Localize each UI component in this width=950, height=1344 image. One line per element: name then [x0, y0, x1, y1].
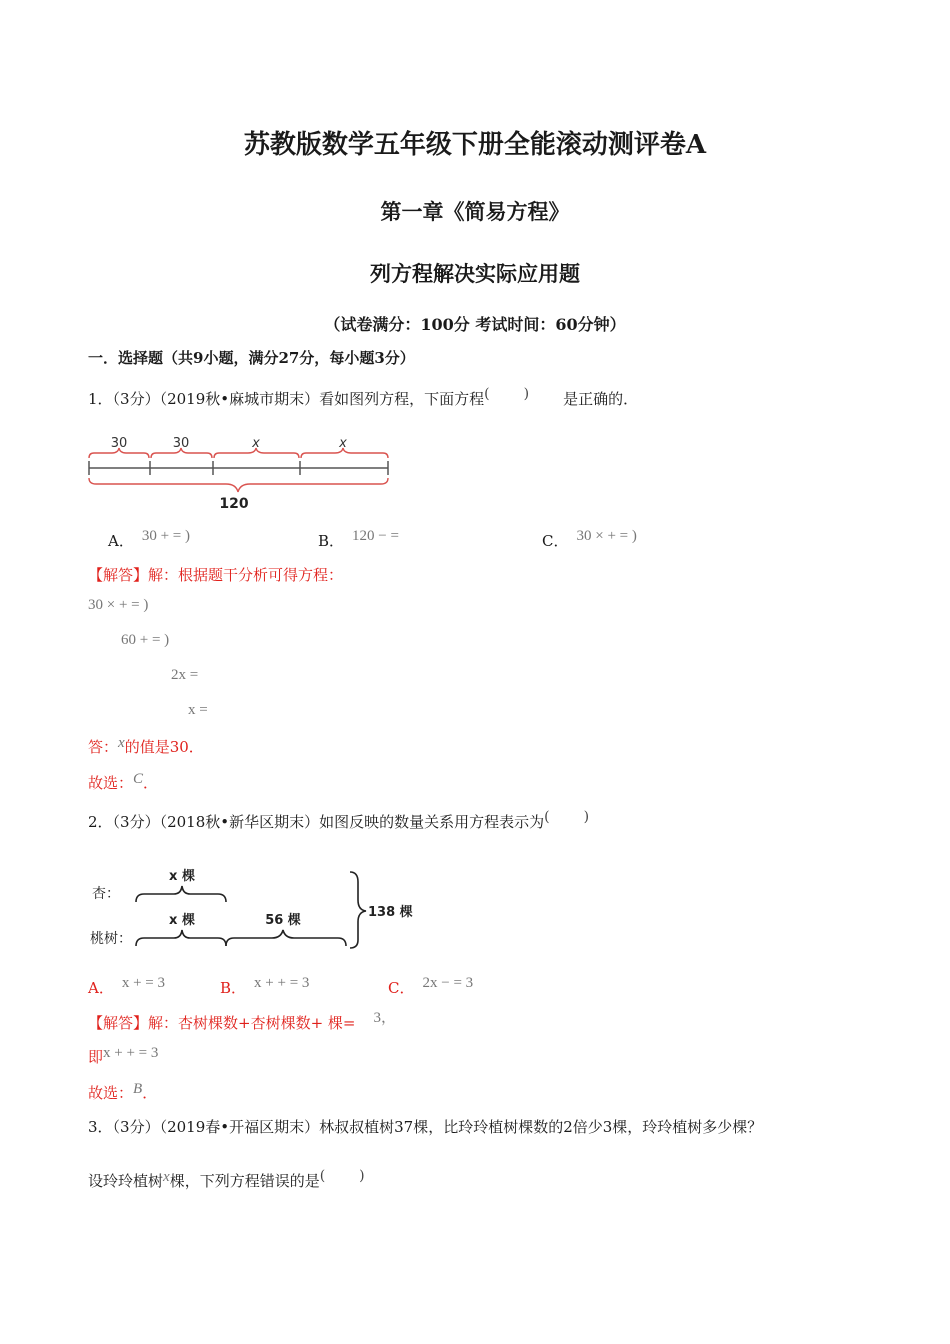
q2-option-a[interactable] [88, 977, 165, 998]
q1-choose-suffix: ． [143, 774, 159, 792]
q1-stem-text: 1．（3分）（2019秋•麻城市期末）看如图列方程，下面方程 [88, 390, 485, 408]
q1-fig-label-2: 30 [172, 436, 190, 451]
q1-option-a-letter: A． [108, 532, 134, 550]
q2-answer-line2-math: x + + = 3 [103, 1045, 159, 1061]
q1-stem-end: 是正确的． [563, 390, 639, 408]
q3-paren: () [319, 1168, 399, 1184]
q1-figure [86, 436, 396, 516]
q1-option-c-letter: C． [542, 532, 569, 550]
q1-total-brace [89, 478, 388, 492]
q1-fig-label-1: 30 [110, 436, 128, 451]
q1-stem [88, 388, 638, 409]
q1-fig-label-3: x [252, 436, 260, 451]
q1-answer-suffix: 的值是30． [124, 738, 204, 756]
q1-option-a-math: 30 + = ) [141, 528, 191, 544]
q1-fig-total: 120 [219, 496, 249, 512]
q1-step-4: x = [188, 702, 208, 718]
q1-choose-prefix: 故选： [88, 774, 134, 792]
q2-fig-row2-label: 桃树： [90, 931, 132, 947]
q1-option-b[interactable] [318, 530, 399, 551]
q1-step-2: 60 + = ) [121, 632, 170, 648]
q1-answer [88, 736, 204, 757]
section-heading: 一．选择题（共9小题，满分27分，每小题3分） [88, 349, 415, 367]
q1-paren: () [484, 386, 564, 402]
q1-option-b-letter: B． [318, 532, 345, 550]
chapter-title: 第一章《简易方程》 [380, 199, 570, 224]
q2-fig-row2-brace1: x 棵 [169, 913, 195, 928]
q1-fig-label-4: x [339, 436, 347, 451]
q2-answer-head-text: 【解答】解：杏树棵数+杏树棵数+ 棵= [88, 1014, 356, 1032]
q2-option-c-math: 2x − = 3 [422, 975, 474, 991]
q2-choose-suffix: ． [142, 1084, 158, 1102]
q2-choose [88, 1082, 157, 1103]
q3-line2-prefix: 设玲玲植树 [88, 1172, 164, 1190]
q1-option-a[interactable] [108, 530, 190, 551]
q1-option-c-math: 30 × + = ) [576, 528, 637, 544]
q2-option-a-letter: A． [88, 979, 114, 997]
q2-option-b-math: x + + = 3 [254, 975, 310, 991]
q2-option-b[interactable] [220, 977, 309, 998]
q2-fig-row1-label: 杏： [92, 886, 120, 902]
q2-option-c[interactable] [388, 977, 473, 998]
q2-row2-brace-1 [136, 930, 226, 946]
q3-line2-var: x [163, 1169, 170, 1185]
q2-figure [86, 860, 416, 955]
q2-total-brace [350, 872, 366, 948]
topic-title: 列方程解决实际应用题 [370, 261, 580, 286]
q3-line2 [88, 1170, 399, 1191]
q3-line2-suffix: 棵，下列方程错误的是 [169, 1172, 320, 1190]
q2-option-a-math: x + = 3 [121, 975, 166, 991]
q2-paren: () [544, 809, 624, 825]
q2-row1-brace [136, 886, 226, 902]
q1-option-c[interactable] [542, 530, 637, 551]
q2-answer-line2 [88, 1046, 158, 1067]
q2-answer-head-tail: 3， [373, 1010, 396, 1026]
q1-choose [88, 772, 158, 793]
q1-step-3: 2x = [171, 667, 199, 683]
page-title: 苏教版数学五年级下册全能滚动测评卷A [243, 130, 707, 160]
q1-option-b-math: 120 − = [352, 528, 399, 544]
q2-answer-head [88, 1012, 396, 1033]
q2-option-b-letter: B． [220, 979, 247, 997]
q2-stem-text: 2．（3分）（2018秋•新华区期末）如图反映的数量关系用方程表示为 [88, 813, 545, 831]
q1-answer-var: x [118, 735, 125, 751]
q3-stem: 3．（3分）（2019春•开福区期末）林叔叔植树37棵，比玲玲植树棵数的2倍少3棵，玲玲植树多少棵？ [88, 1118, 763, 1136]
q2-option-c-letter: C． [388, 979, 415, 997]
q2-fig-row2-brace2: 56 棵 [265, 913, 301, 928]
q1-choose-letter: C [133, 771, 144, 787]
q2-fig-row1-brace: x 棵 [169, 869, 195, 884]
q2-fig-total: 138 棵 [368, 905, 413, 920]
q1-answer-prefix: 答： [88, 738, 119, 756]
q2-row2-brace-2 [226, 930, 346, 946]
q2-stem [88, 811, 623, 832]
q1-step-1: 30 × + = ) [88, 597, 149, 613]
q2-choose-letter: B [133, 1081, 143, 1097]
q2-choose-prefix: 故选： [88, 1084, 134, 1102]
q2-answer-line2-prefix: 即 [88, 1048, 104, 1066]
exam-info: （试卷满分：100分 考试时间：60分钟） [324, 315, 626, 334]
q1-answer-head: 【解答】解：根据题干分析可得方程： [88, 566, 344, 584]
